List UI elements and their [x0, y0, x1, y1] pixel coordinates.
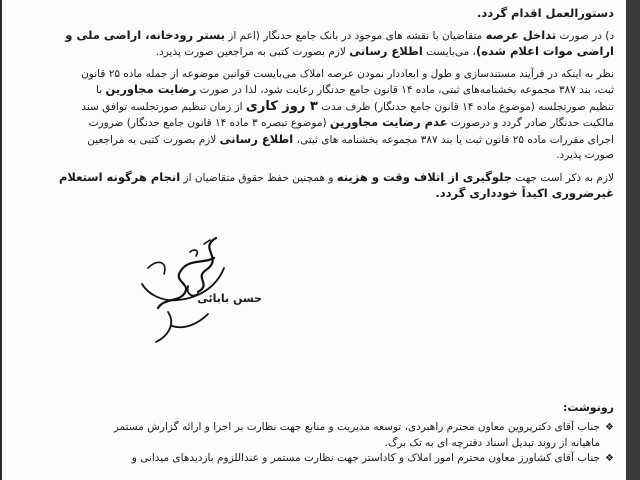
- text-line: [30, 82, 614, 99]
- paragraph-overlap: [30, 28, 614, 61]
- body-text: د) در صورت: [556, 29, 614, 42]
- body-text: از زمان تنظیم صورتجلسه توافق سند: [81, 100, 246, 113]
- body-text: ، می‌بایست: [422, 46, 476, 58]
- scan-edge-right: [626, 0, 640, 480]
- emphasis-text: اطلاع رسانی: [349, 44, 423, 58]
- body-text: (موضوع تبصره ۳ ماده ۱۴ قانون جامع حدنگار) ضرورت: [88, 117, 330, 129]
- emphasis-text: اراضی موات اعلام شده): [475, 44, 614, 58]
- body-text: لازم بصورت کتبی به مراجعین صورت پذیرد.: [155, 46, 350, 58]
- text-line: [30, 99, 614, 116]
- copy-recipient-text: جناب آقای کشاورز معاون محترم امور املاک و کاداستر جهت نظارت مستمر و عنداللزوم بازدیدهای میدانی و: [131, 452, 600, 464]
- copy-recipient-text: جناب آقای دکترپروین معاون محترم راهبردی، توسعه مدیریت و منابع جهت نظارت بر اجرا و ارائه گزارش مستمر: [113, 421, 600, 433]
- body-text: مالکیت حدنگار صادر گردد و درصورت: [447, 117, 614, 129]
- emphasis-text: عدم رضایت مجاورین: [329, 115, 448, 129]
- body-text: نظر به اینکه در فرآیند مستندسازی و طول و ابعاددار نمودن عرصه املاک می‌بایست قوانین موضوعه از جمله ماده ۲۵ قانون: [81, 67, 614, 80]
- emphasis-text: انجام هرگونه استعلام: [58, 169, 181, 184]
- body-text: اجرای مقررات ماده ۲۵ قانون ثبت یا بند ۳۸۷ مجموعه بخشنامه های ثبتی،: [293, 133, 614, 146]
- text-line: [30, 132, 614, 149]
- text-line: [30, 170, 614, 187]
- body-text: با: [96, 84, 106, 96]
- instruction-heading: دستورالعمل اقدام گردد.: [477, 6, 614, 20]
- handwritten-signature-icon: [128, 228, 238, 348]
- text-line: [30, 115, 614, 132]
- body-text: تنظیم صورتجلسه (موضوع ماده ۱۴ قانون جامع حدنگار) ظرف مدت: [317, 100, 614, 113]
- text-line: [30, 67, 614, 83]
- emphasis-text: بستر رودخانه، اراضی ملی و: [65, 27, 225, 42]
- copy-recipient: [30, 420, 614, 451]
- copies-list: [30, 420, 614, 467]
- diamond-bullet-icon: ❖: [605, 422, 614, 433]
- scan-edge-left: [0, 0, 2, 480]
- text-line: [30, 28, 614, 45]
- copy-recipient-text: ماهیانه از روند تبدیل اسناد دفترچه ای به تک برگ.: [384, 436, 600, 449]
- body-text: ثبت، بند ۳۸۷ مجموعه بخشنامه‌های ثبتی، ماده ۱۴ قانون جامع حدنگار رعایت شود، لذا در صورت: [196, 84, 614, 96]
- emphasis-text: ۳ روز کاری: [245, 98, 318, 114]
- text-line: [30, 44, 614, 61]
- paragraph-neighbors-consent: [30, 67, 614, 164]
- signer-name: حسن بابائی: [197, 292, 262, 305]
- body-text: لازم بصورت کتبی به مراجعین: [87, 133, 220, 146]
- body-text: و همچنین حفظ حقوق متقاضیان از: [180, 171, 337, 184]
- emphasis-text: رضایت مجاورین: [105, 82, 197, 96]
- copy-recipient: [30, 451, 614, 467]
- body-text: صورت پذیرد.: [556, 149, 614, 161]
- emphasis-text: جلوگیری از اتلاف وقت و هزینه: [336, 169, 513, 184]
- text-line: [30, 148, 614, 164]
- diamond-bullet-icon: ❖: [605, 453, 614, 464]
- body-text: لازم به ذکر است جهت: [512, 171, 614, 184]
- letter-body: [30, 6, 614, 203]
- emphasis-text: تداخل عرصه: [485, 27, 557, 42]
- text-line: [30, 186, 614, 203]
- emphasis-text: اطلاع رسانی: [219, 131, 294, 146]
- body-text: متقاضیان با نقشه های موجود در بانک جامع حدنگار (اعم از: [224, 29, 486, 42]
- emphasis-text: غیرضروری اکیداً خودداری گردد.: [435, 186, 614, 200]
- copies-title: رونوشت:: [562, 401, 614, 414]
- copies-section: [30, 400, 614, 467]
- paragraph-avoid-inquiries: [30, 170, 614, 203]
